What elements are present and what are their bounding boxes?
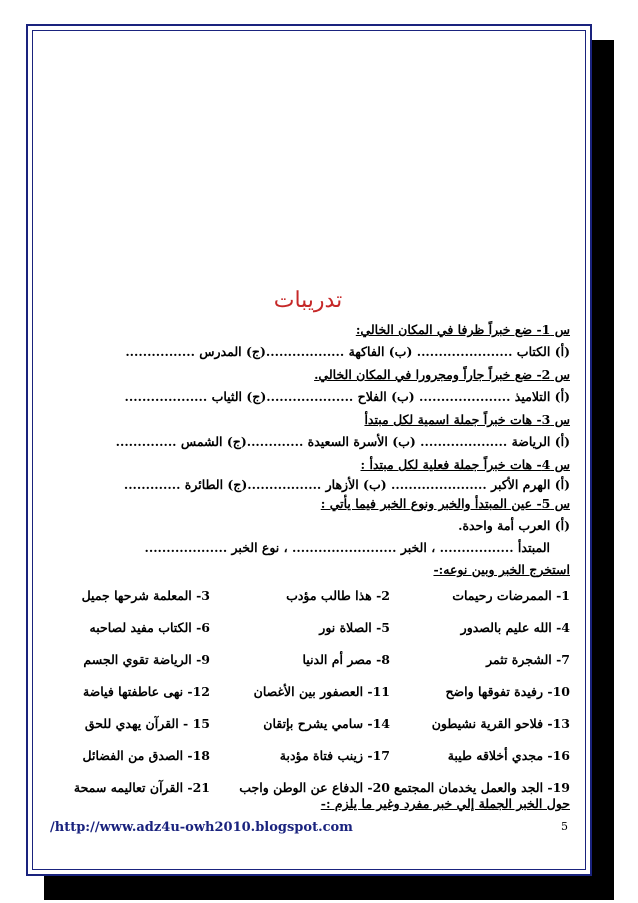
q3-options: (أ) الرياضة .................... (ب) الأسرة السعيدة .............(ج) الشمس .............. bbox=[115, 434, 570, 449]
exercise-item: 2- هذا طالب مؤدب bbox=[286, 588, 390, 603]
exercise-item: 7- الشجرة تثمر bbox=[486, 652, 570, 667]
exercise-item: 18- الصدق من الفضائل bbox=[82, 748, 210, 763]
q4-options: (أ) الهرم الأكبر ...................... (ب) الأزهار .................(ج) الطائرة ............. bbox=[123, 477, 570, 492]
page-number: 5 bbox=[561, 820, 568, 833]
exercise-item: 8- مصر أم الدنيا bbox=[302, 652, 390, 667]
q2-options: (أ) التلاميذ ..................... (ب) الفلاح ....................(ج) الثياب ................... bbox=[124, 389, 570, 404]
exercise-item: 9- الرياضة تقوي الجسم bbox=[83, 652, 210, 667]
exercise-item: 6- الكتاب مفيد لصاحبه bbox=[89, 620, 210, 635]
exercise-item: 19- الجد والعمل يخدمان المجتمع bbox=[394, 780, 570, 795]
extract-heading: استخرج الخبر وبين نوعه:- bbox=[433, 562, 570, 577]
exercise-item: 4- الله عليم بالصدور bbox=[460, 620, 570, 635]
q2-question: س 2- ضع خبراً جاراً ومجرورا في المكان الخالي. bbox=[314, 367, 570, 382]
exercise-item: 17- زينب فتاة مؤدبة bbox=[279, 748, 390, 763]
exercise-item: 20- الدفاع عن الوطن واجب bbox=[239, 780, 390, 795]
exercise-item: 15 - القرآن يهدي للحق bbox=[84, 716, 210, 731]
q1-question: س 1- ضع خبراً ظرفا في المكان الخالي: bbox=[355, 322, 570, 337]
exercise-item: 14- سامي يشرح بإتقان bbox=[263, 716, 390, 731]
exercise-item: 10- رفيدة تفوقها واضح bbox=[445, 684, 570, 699]
q5-sentence: (أ) العرب أمة واحدة. bbox=[458, 518, 570, 533]
exercise-item: 21- القرآن تعاليمه سمحة bbox=[73, 780, 210, 795]
page-title: تدريبات bbox=[273, 288, 343, 313]
q4-question: س 4- هات خبراً جملة فعلية لكل مبتدأ : bbox=[360, 457, 570, 472]
exercise-item: 3- المعلمة شرحها جميل bbox=[81, 588, 210, 603]
exercise-item: 1- الممرضات رحيمات bbox=[452, 588, 570, 603]
footer-url[interactable]: /http://www.adz4u-owh2010.blogspot.com bbox=[50, 820, 353, 835]
convert-instruction: حول الخبر الجملة إلي خبر مفرد وغير ما يلزم :- bbox=[320, 796, 570, 811]
exercise-item: 11- العصفور بين الأغصان bbox=[253, 684, 390, 699]
page-frame bbox=[26, 24, 592, 876]
exercise-item: 5- الصلاة نور bbox=[319, 620, 390, 635]
exercise-item: 16- مجدي أخلاقه طيبة bbox=[447, 748, 570, 763]
page-content bbox=[28, 26, 590, 874]
q5-fill: المبتدأ ................. ، الخبر ........................ ، نوع الخبر ................... bbox=[144, 540, 550, 555]
exercise-item: 13- فلاحو القرية نشيطون bbox=[431, 716, 570, 731]
q5-question: س 5- عين المبتدأ والخبر ونوع الخبر فيما يأتي : bbox=[320, 496, 570, 511]
q1-options: (أ) الكتاب ...................... (ب) الفاكهة ..................(ج) المدرس ................ bbox=[125, 344, 570, 359]
exercise-item: 12- نهى عاطفتها فياضة bbox=[82, 684, 210, 699]
q3-question: س 3- هات خبراً جملة اسمية لكل مبتدأ bbox=[364, 412, 570, 427]
